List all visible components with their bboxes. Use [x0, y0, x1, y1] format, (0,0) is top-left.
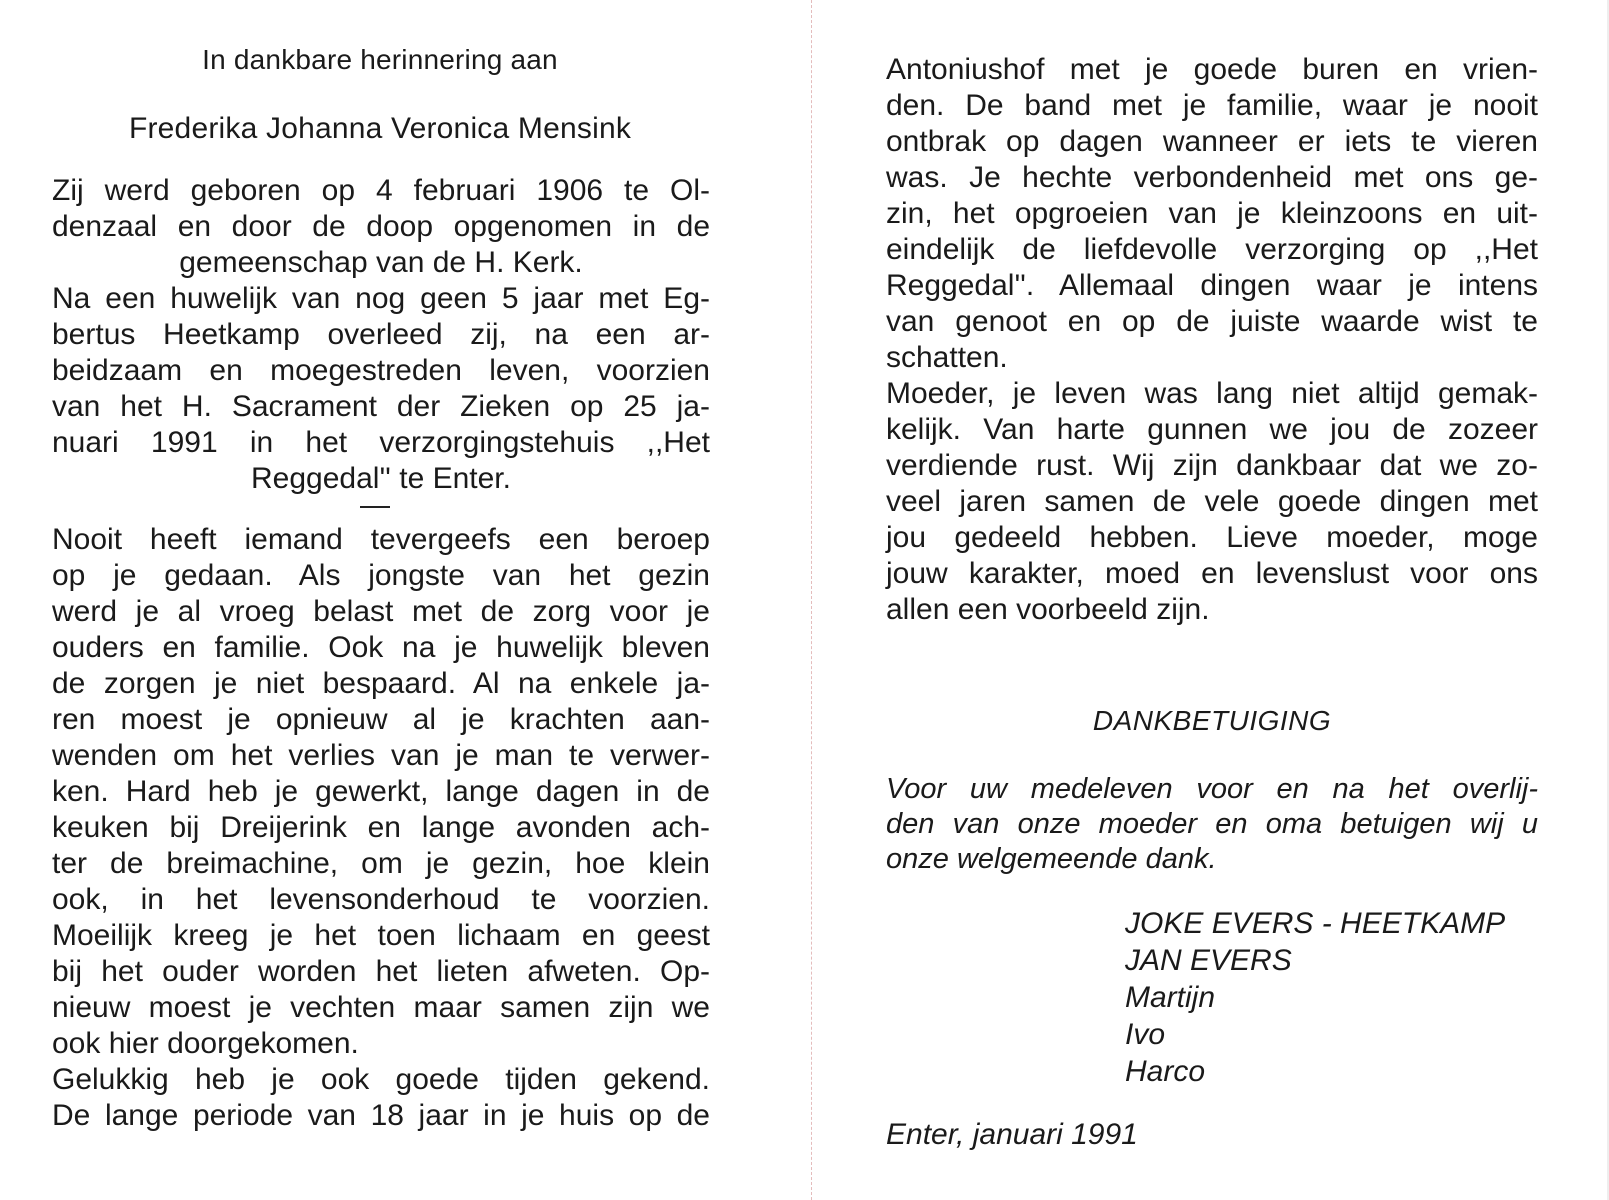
text-line: ter de breimachine, om je gezin, hoe klein [52, 847, 710, 880]
text-line: Voor uw medeleven voor en na het overlij- [886, 773, 1538, 805]
place-and-date: Enter, januari 1991 [886, 1118, 1138, 1151]
text-line: werd je al vroeg belast met de zorg voor je [52, 595, 710, 628]
text-line: onze welgemeende dank. [886, 843, 1217, 875]
text-line: verdiende rust. Wij zijn dankbaar dat we zo- [886, 449, 1538, 482]
text-line: gemeenschap van de H. Kerk. [179, 246, 583, 279]
text-line: jouw karakter, moed en levenslust voor ons [886, 557, 1538, 590]
text-line: eindelijk de liefdevolle verzorging op ,,Het [886, 233, 1538, 266]
section-divider [360, 506, 390, 508]
text-line: ook hier doorgekomen. [52, 1027, 359, 1060]
text-line: ren moest je opnieuw al je krachten aan- [52, 703, 710, 736]
text-line: op je gedaan. Als jongste van het gezin [52, 559, 710, 592]
text-line: zin, het opgroeien van je kleinzoons en uit- [886, 197, 1538, 230]
text-line: Reggedal'' te Enter. [251, 462, 511, 495]
text-line: den van onze moeder en oma betuigen wij u [886, 808, 1538, 840]
text-line: ook, in het levensonderhoud te voorzien. [52, 883, 710, 916]
signatory: Ivo [1125, 1018, 1166, 1051]
signatory: JAN EVERS [1125, 944, 1292, 977]
text-line: nuari 1991 in het verzorgingstehuis ,,Het [52, 426, 710, 459]
text-line: veel jaren samen de vele goede dingen met [886, 485, 1538, 518]
text-line: van het H. Sacrament der Zieken op 25 ja- [52, 390, 710, 423]
text-line: was. Je hechte verbondenheid met ons ge- [886, 161, 1538, 194]
text-line: de zorgen je niet bespaard. Al na enkele ja- [52, 667, 710, 700]
text-line: ken. Hard heb je gewerkt, lange dagen in de [52, 775, 710, 808]
text-line: Na een huwelijk van nog geen 5 jaar met Eg- [52, 282, 710, 315]
text-line: allen een voorbeeld zijn. [886, 593, 1210, 626]
mother-paragraph [886, 376, 1538, 628]
text-line: den. De band met je familie, waar je nooit [886, 89, 1538, 122]
signatory: Martijn [1125, 981, 1216, 1014]
card-fold-line [811, 0, 812, 1200]
text-line: beidzaam en moegestreden leven, voorzien [52, 354, 710, 387]
good-times-paragraph [52, 1062, 710, 1134]
text-line: Antoniushof met je goede buren en vrien- [886, 53, 1538, 86]
text-line: keuken bij Dreijerink en lange avonden ach- [52, 811, 710, 844]
text-line: van genoot en op de juiste waarde wist te [886, 305, 1538, 338]
family-paragraph [886, 52, 1538, 376]
text-line: denzaal en door de doop opgenomen in de [52, 210, 710, 243]
death-paragraph [52, 281, 710, 497]
text-line: Gelukkig heb je ook goede tijden gekend. [52, 1063, 710, 1096]
deceased-name: Frederika Johanna Veronica Mensink [128, 112, 632, 145]
text-line: Moeder, je leven was lang niet altijd gemak- [886, 377, 1538, 410]
signatories-list [1125, 905, 1545, 1090]
life-paragraph [52, 522, 710, 1062]
text-line: schatten. [886, 341, 1008, 374]
acknowledgement-text [886, 772, 1538, 877]
signatory: JOKE EVERS - HEETKAMP [1125, 907, 1506, 940]
birth-paragraph [52, 173, 710, 281]
text-line: Moeilijk kreeg je het toen lichaam en geest [52, 919, 710, 952]
text-line: Nooit heeft iemand tevergeefs een beroep [52, 523, 710, 556]
acknowledgement-heading: DANKBETUIGING [1092, 705, 1332, 736]
text-line: kelijk. Van harte gunnen we jou de zozeer [886, 413, 1538, 446]
signatory: Harco [1125, 1055, 1206, 1088]
text-line: jou gedeeld hebben. Lieve moeder, moge [886, 521, 1538, 554]
text-line: ouders en familie. Ook na je huwelijk bleven [52, 631, 710, 664]
text-line: Zij werd geboren op 4 februari 1906 te Ol- [52, 174, 710, 207]
text-line: nieuw moest je vechten maar samen zijn we [52, 991, 710, 1024]
intro-heading: In dankbare herinnering aan [202, 44, 558, 75]
text-line: wenden om het verlies van je man te verwer- [52, 739, 710, 772]
text-line: ontbrak op dagen wanneer er iets te vieren [886, 125, 1538, 158]
text-line: bij het ouder worden het lieten afweten. Op- [52, 955, 710, 988]
text-line: bertus Heetkamp overleed zij, na een ar- [52, 318, 710, 351]
text-line: Reggedal''. Allemaal dingen waar je intens [886, 269, 1538, 302]
text-line: De lange periode van 18 jaar in je huis op de [52, 1099, 710, 1132]
